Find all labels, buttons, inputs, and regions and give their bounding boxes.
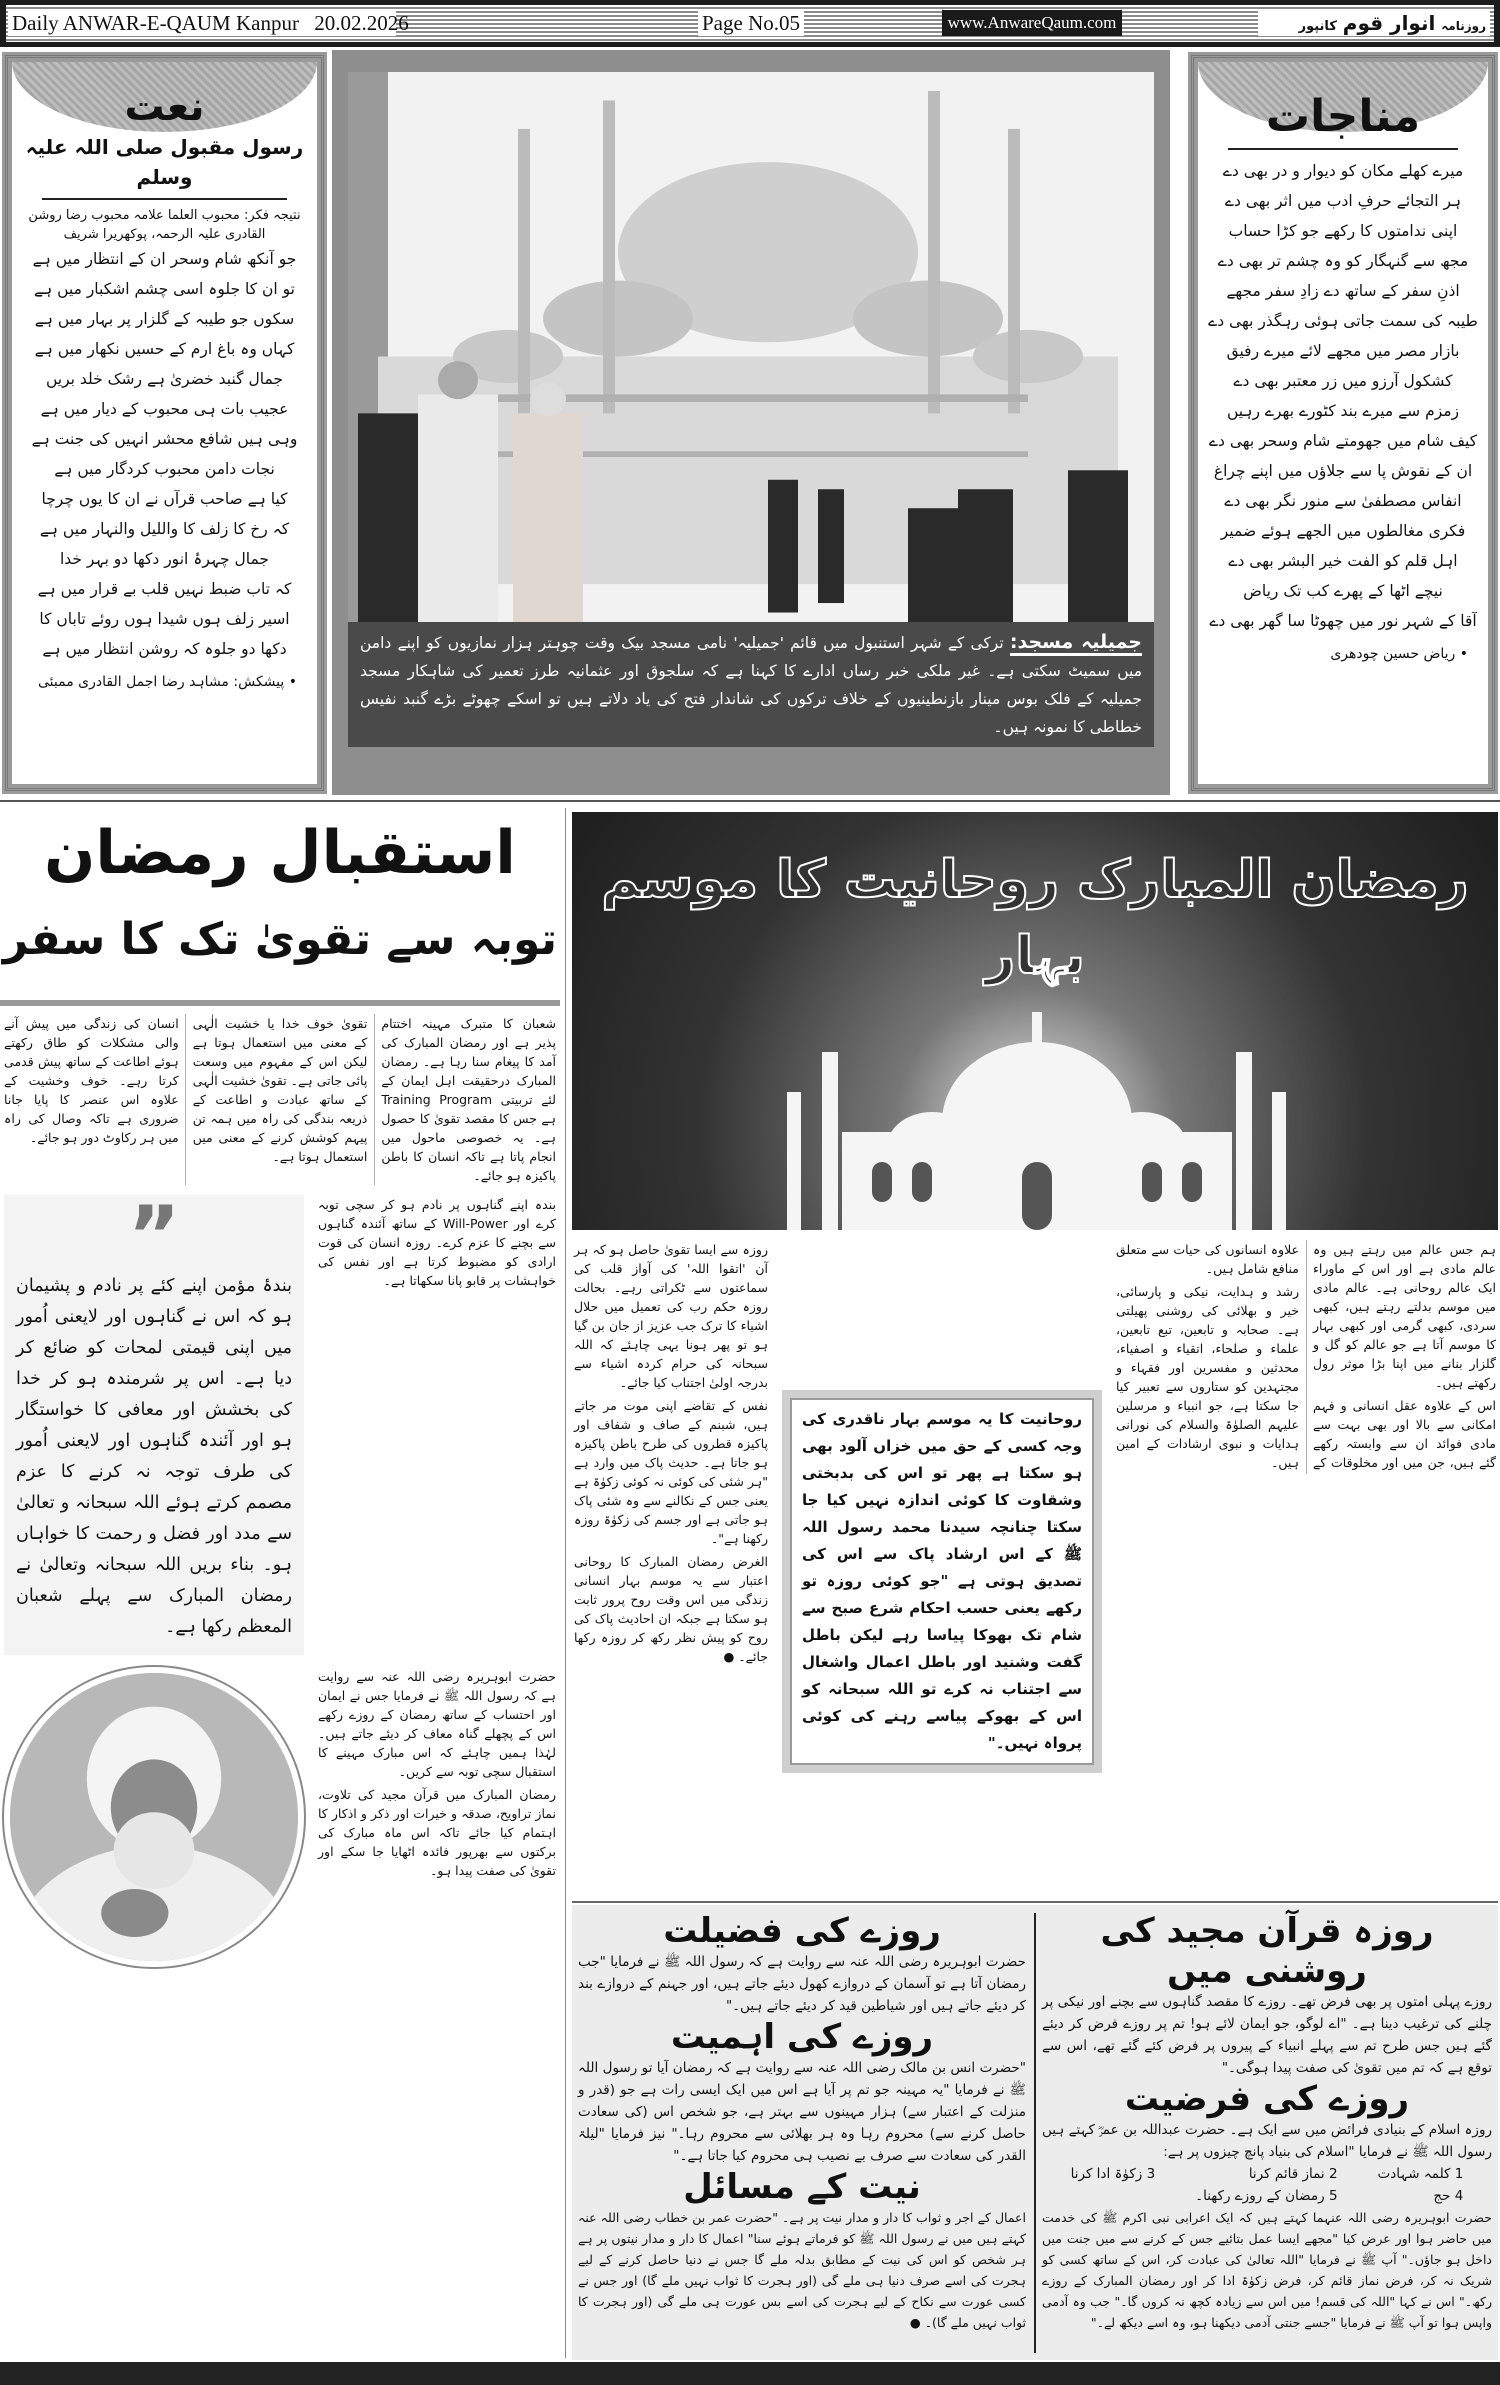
verse-line: آقا کے شہر نور میں چھوٹا سا گھر بھی دے <box>1209 612 1477 630</box>
mosque-photo <box>348 72 1154 622</box>
verse-line: اسیر زلف ہوں شیدا ہوں روئے تاباں کا <box>39 610 290 628</box>
section-divider <box>0 800 1500 802</box>
pillar-item: 1 کلمہ شہادت <box>1377 2166 1464 2182</box>
mosque-silhouette-icon <box>572 962 1498 1230</box>
naat-box <box>2 52 327 794</box>
pull-quote-text: بندۂ مؤمن اپنے کئے پر نادم و پشیمان ہو کہ اس نے گناہوں اور لایعنی اُمور میں اپنی قیمتی لمحات کو ضائع کر دیا ہے۔ اس پر شرمندہ ہو کر خدا کی بخشش اور معافی کا خواستگار ہو اور آئندہ گناہوں اور لایعنی اُمور کی طرف توجہ نہ کرنے کا عزم مصمم کرتے ہوئے اللہ سبحانہ و تعالیٰ سے مدد اور فضل و رحمت کا خواہاں ہو۔ بناء بریں اللہ سبحانہ وتعالیٰ نے رمضان المبارک سے پہلے شعبان المعظم رکھا ہے۔ <box>16 1276 292 1637</box>
verse-line: جمال گنبد خضریٰ ہے رشک خلد بریں <box>45 370 283 388</box>
paragraph: تقویٰ خوف خدا یا خشیت الٰہی کے معنی میں استعمال ہوتا ہے لیکن اس کے مفہوم میں وسعت پائی جاتی ہے۔ تقویٰ خشیت الٰہی کے ساتھ عبادت و اطاعت کے ذریعہ بندگی کی راہ میں ہمہ تن پیہم کوشش کرنے کے معنی میں استعمال ہوتا ہے۔ <box>192 1016 368 1164</box>
quote-mark-icon: ” <box>127 1189 181 1282</box>
caption-label: جمیلیہ مسجد: <box>1010 631 1142 656</box>
mosque-image <box>348 72 1154 622</box>
right-article-column <box>574 1240 768 1670</box>
verse-line: نیچے اٹھا کے پھرے کب تک ریاض <box>1243 582 1443 600</box>
highlight-box <box>782 1390 1102 1773</box>
paragraph: بندہ اپنے گناہوں پر نادم ہو کر سچی توبہ کرے اور Will-Power کے ساتھ آئندہ گناہوں سے بچنے کا عزم کرے۔ روزہ انسان کی قوت ارادی کو مضبوط کرتا ہے اور نفس کی خواہشات پر قابو پانا سکھاتا ہے۔ <box>318 1197 556 1288</box>
divider <box>42 198 287 200</box>
pillar-item: 2 نماز قائم کرنا <box>1248 2166 1338 2182</box>
masthead-urdu <box>1258 10 1490 36</box>
paragraph: حضرت ابوہریرہ رضی اللہ عنہ سے روایت ہے کہ رسول اللہ ﷺ نے فرمایا جس نے ایمان اور احتساب کے ساتھ رمضان کے روزے رکھے اس کے پچھلے گناہ معاف کر دیئے جاتے ہیں۔ لہٰذا ہمیں چاہئے کہ اس مبارک مہینے کا استقبال سچی توبہ سے کریں۔ <box>318 1669 556 1779</box>
pillar-item: 3 زکوٰۃ ادا کرنا <box>1070 2166 1156 2182</box>
elder-photo <box>4 1667 304 1967</box>
box-divider <box>1034 1913 1036 2353</box>
left-article-column <box>318 1667 556 1884</box>
verse-line: اہل قلم کو الفت خیر البشر بھی دے <box>1228 552 1458 570</box>
paragraph: اس کے علاوہ عقل انسانی و فہم امکانی سے بالا اور بھی بہت سے مادی فوائد ان سے وابستہ رکھے گئے ہیں، جن میں اور مخلوقات کے علاوہ انسانوں کی حیات سے متعلق منافع شامل ہیں۔ <box>1116 1242 1496 1470</box>
pillar-item: 5 رمضان کے روزے رکھنا۔ <box>1195 2188 1338 2204</box>
verse-line: جمال چہرۂ انور دکھا دو بہر خدا <box>59 550 269 568</box>
verse-line: طیبہ کی سمت جاتی ہوئی رہگذر بھی دے <box>1208 312 1478 330</box>
naat-subtitle: رسول مقبول صلی اللہ علیہ وسلم <box>25 135 304 189</box>
verse-line: مجھ سے گنہگار کو وہ چشم تر بھی دے <box>1217 252 1469 270</box>
photo-caption <box>348 622 1154 747</box>
verse-line: عجیب بات ہی محبوب کے دیار میں ہے <box>40 400 289 418</box>
box-niyat-title: نیت کے مسائل <box>683 2167 921 2207</box>
box-farziyat-text: روزہ اسلام کے بنیادی فرائض میں سے ایک ہے۔ حضرت عبداللہ بن عمرؓ کہتے ہیں رسول اللہ ﷺ نے فرمایا "اسلام کی بنیاد پانچ چیزوں پر ہے: <box>1042 2122 1492 2160</box>
paragraph: انسان کی زندگی میں پیش آنے والی مشکلات کو طاق رکھتے ہوئے اطاعت کے ساتھ پیش قدمی کرتا رہے۔ خوف وخشیت کے علاوہ اس عنصر کا پایا جانا ضروری ہے تاکہ وصال کی راہ میں ہر رکاوٹ دور ہو جائے۔ <box>4 1016 179 1145</box>
naat-verses <box>12 244 317 664</box>
pull-quote-row <box>4 1189 556 1655</box>
verse-line: ہر التجائے حرفِ ادب میں اثر بھی دے <box>1224 192 1462 210</box>
masthead <box>0 0 1500 47</box>
photo-row <box>4 1667 556 1967</box>
verse-line: کشکول آرزو میں زر معتبر بھی دے <box>1233 372 1453 390</box>
box-farziyat-hadith: حضرت ابوہریرہ رضی اللہ عنہما کہتے ہیں کہ ایک اعرابی نبی اکرم ﷺ کی خدمت میں حاضر ہوا اور عرض کیا "مجھے ایسا عمل بتائیے جس کے کرنے سے میں جنت میں داخل ہو جاؤں۔" آپ ﷺ نے فرمایا "اللہ تعالیٰ کی عبادت کر، اس کے ساتھ کسی کو شریک نہ کر، فرض نماز قائم کر، فرض زکوٰۃ ادا کر اور رمضان المبارک کے روزے رکھ۔" اس نے کہا "اللہ کی قسم! میں اس سے زیادہ کچھ نہ کروں گا۔" جب وہ آدمی واپس ہوا تو آپ ﷺ نے فرمایا "جسے جنتی آدمی دیکھنا ہو، وہ اسے دیکھ لے۔" <box>1042 2210 1492 2330</box>
munajat-credit: • ریاض حسین چودھری <box>1330 646 1468 662</box>
pillar-item: 4 حج <box>1433 2188 1464 2204</box>
left-article-body <box>4 1014 556 1967</box>
naat-credit: • پیشکش: مشاہد رضا اجمل القادری ممبئی <box>38 674 297 690</box>
verse-line: جو آنکھ شام وسحر ان کے انتظار میں ہے <box>32 250 297 268</box>
box-ahmiyat-text: "حضرت انس بن مالک رضی اللہ عنہ سے روایت ہے کہ رمضان آیا تو رسول اللہ ﷺ نے فرمایا "یہ مہینہ جو تم پر آیا ہے اس میں ایک ایسی رات ہے جو (قدر و منزلت کے اعتبار سے) ہزار مہینوں سے بہتر ہے، جو شخص اس (کی سعادت حاصل کرنے سے) محروم رہا وہ ہر بھلائی سے محروم رہا۔" نیز فرمایا "لیلۃ القدر کی سعادت سے صرف بے نصیب ہی محروم کیا جاتا ہے۔" <box>578 2060 1026 2164</box>
verse-line: میرے کھلے مکان کو دیوار و در بھی دے <box>1222 162 1464 180</box>
divider <box>1228 148 1458 150</box>
pull-quote <box>4 1189 304 1655</box>
photo-panel <box>332 50 1170 795</box>
verse-line: کہ تاب ضبط نہیں قلب بے قرار میں ہے <box>37 580 292 598</box>
masthead-city: کانپور <box>1298 19 1337 34</box>
verse-line: کیف شام میں جھومتے شام وسحر بھی دے <box>1208 432 1478 450</box>
left-article-headline <box>0 808 560 998</box>
box-fazilat-text: حضرت ابوہریرہ رضی اللہ عنہ سے روایت ہے کہ رسول اللہ ﷺ نے فرمایا "جب رمضان آتا ہے تو آسمان کے دروازے کھول دیئے جاتے ہیں، اور جہنم کے دروازے بند کر دیئے جاتے ہیں اور شیاطین قید کر دیئے جاتے ہیں۔" <box>578 1954 1026 2014</box>
box-niyat-text: اعمال کے اجر و ثواب کا دار و مدار نیت پر ہے۔ "حضرت عمر بن خطاب رضی اللہ عنہ کہتے ہیں میں نے رسول اللہ ﷺ کو فرماتے ہوئے سنا" اعمال کا دار و مدار نیتوں پر ہے ہر شخص کو اس کی نیت کے مطابق بدلہ ملے گا جس نے دنیا حاصل کرنے کے لیے ہجرت کی اسے صرف دنیا ہی ملے گی (اور ہجرت کا ثواب نہیں ملے گا) اور جس نے کسی عورت سے نکاح کے لیے ہجرت کی اسے بس عورت ہی ملے گی (اور ہجرت کا ثواب نہیں ملے گا)۔ ● <box>578 2210 1026 2330</box>
right-article-columns <box>1116 1240 1496 1474</box>
headline-line-2: توبہ سے تقویٰ تک کا سفر <box>2 914 558 965</box>
box-quran <box>1042 1911 1492 2333</box>
box-fazilat <box>578 1911 1026 2333</box>
masthead-left <box>8 10 409 36</box>
naat-author: نتیجہ فکر: محبوب العلما علامہ محبوب رضا روشن القادری علیہ الرحمہ، پوکھریرا شریف <box>28 208 301 242</box>
page-number: Page No.05 <box>698 10 804 36</box>
verse-line: بازار مصر میں مجھے لائے میرے رفیق <box>1226 342 1460 360</box>
munajat-title: مناجات <box>1265 91 1421 142</box>
munajat-box <box>1188 52 1498 794</box>
paragraph: رشد و ہدایت، نیکی و پارسائی، خیر و بھلائی کی روشنی پھیلتی ہے۔ صحابہ و تابعین، تبع تابعین، علماء و صلحاء، اتقیاء و اصفیاء، محدثین و مفسرین اور فقہاء و مجتہدین کو ستاروں سے تعبیر کیا جا سکتا ہے، جو انبیاء و مرسلین علیہم الصلوٰۃ والسلام کی نورانی ہدایات و نبوی ارشادات کے امین ہیں۔ <box>1116 1284 1299 1470</box>
fasting-boxes <box>572 1905 1498 2360</box>
verse-line: وہی ہیں شافع محشر انہیں کی جنت ہے <box>31 430 298 448</box>
verse-line: کیا ہے صاحب قرآں نے ان کا یوں چرچا <box>41 490 288 508</box>
paragraph: نفس کے تقاضے اپنی موت مر جاتے ہیں، شبنم کے صاف و شفاف اور پاکیزہ قطروں کی طرح باطن پاکیزہ ہو جاتا ہے۔ حدیث پاک میں وارد ہے "ہر شئی کی کوئی نہ کوئی زکوٰۃ ہے یعنی جس کے نکالنے سے وہ شئی پاک ہو جاتی ہے اور جسم کی زکوٰۃ روزہ رکھنا ہے"۔ <box>574 1398 768 1546</box>
issue-date: 20.02.2026 <box>314 11 409 35</box>
verse-line: فکری مغالطوں میں الجھے ہوئے ضمیر <box>1220 522 1466 540</box>
paragraph: روزہ سے ایسا تقویٰ حاصل ہو کہ ہر آن 'اتقوا اللہ' کی آواز قلب کی سماعتوں سے ٹکراتی رہے۔ بحالت روزہ حکم رب کی تعمیل میں حلال اشیاء کا ترک جب عزیز از جان بن گیا ہو تو پھر ہونا یہی چاہئے کہ اللہ سبحانہ کی حرام کردہ اشیاء سے بدرجہ اولیٰ اجتناب کیا جائے۔ <box>574 1242 768 1390</box>
box-farziyat-title: روزے کی فرضیت <box>1124 2079 1410 2119</box>
box-fazilat-title: روزے کی فضیلت <box>663 1911 941 1951</box>
verse-line: اپنی ندامتوں کا رکھے جو کڑا حساب <box>1228 222 1458 240</box>
caption-text: ترکی کے شہر استنبول میں قائم 'جمیلیہ' نامی مسجد بیک وقت چوہتر ہزار نمازیوں کو اپنے دامن میں سمیٹ سکتی ہے۔ غیر ملکی خبر رساں ادارے کا کہنا ہے کہ سلجوق اور عثمانیہ طرز تعمیر کی شاہکار مسجد جمیلیہ کے فلک بوس مینار بازنطینیوں کے خلاف ترکوں کی شاندار فتح کی یاد دلاتے ہیں تو اسکے چھوٹے بڑے گنبد نفیس خطاطی کا نمونہ ہیں۔ <box>360 634 1142 736</box>
headline-bar <box>0 1000 560 1006</box>
left-article-columns <box>4 1014 556 1185</box>
banner-headline: رمضان المبارک روحانیت کا موسم بہار <box>601 850 1469 986</box>
box-quran-title: روزہ قرآن مجید کی روشنی میں <box>1100 1911 1434 1991</box>
munajat-verses <box>1198 156 1488 636</box>
verse-line: ان کے نقوش پا سے جلاؤں میں اپنے چراغ <box>1213 462 1473 480</box>
verse-line: زمزم سے میرے بند کٹورے بھرے رہیں <box>1226 402 1460 420</box>
naat-title: نعت <box>124 84 205 130</box>
paragraph: ہم جس عالم میں رہتے ہیں وہ عالم مادی ہے اور اس کے ماوراء ایک عالم روحانی ہے۔ عالم مادی میں موسم بدلتے رہتے ہیں، کبھی سردی، کبھی گرمی اور کبھی بہار کا موسم آتا ہے جو عالم کو گل و گلزار بنانے میں اپنا بڑا موثر رول رکھتے ہیں۔ <box>1313 1242 1496 1390</box>
box-quran-text: روزے پہلی امتوں پر بھی فرض تھے۔ روزے کا مقصد گناہوں سے بچنے اور نیکی پر چلنے کی ترغیب دینا ہے۔ "اے لوگو، جو ایمان لائے ہو! تم پر روزے فرض کر دیئے گئے ہیں جس طرح تم سے پہلے انبیاء کے پیروں پر فرض کئے گئے تھے، اس سے توقع ہے کہ تم میں تقویٰ کی صفت پیدا ہوگی۔" <box>1042 1994 1492 2076</box>
verse-line: سکوں جو طیبہ کے گلزار پر بہار میں ہے <box>34 310 295 328</box>
verse-line: کہ رخ کا زلف کا واللیل والنہار میں ہے <box>39 520 290 538</box>
verse-line: دکھا دو جلوہ کہ روشن انتظار میں ہے <box>42 640 287 658</box>
paragraph: الغرض رمضان المبارک کا روحانی اعتبار سے یہ موسم بہار انسانی زندگی میں اس وقت روح پرور ثابت ہو سکتا ہے جبکہ ان احادیث پاک کی روح کو پیش نظر رکھ کر روزہ رکھا جائے۔ ● <box>574 1554 768 1664</box>
paper-name-en: Daily ANWAR-E-QAUM Kanpur <box>12 11 299 35</box>
right-article-body <box>574 1240 1496 1773</box>
paragraph: رمضان المبارک میں قرآن مجید کی تلاوت، نماز تراویح، صدقہ و خیرات اور ذکر و اذکار کا اہتمام کیا جائے تاکہ اس ماہ مبارک کی برکتوں سے بھرپور فائدہ اٹھایا جا سکے اور تقویٰ کی صفت پیدا ہو۔ <box>318 1787 556 1878</box>
praying-man-image <box>10 1673 298 1961</box>
section-divider <box>572 1901 1498 1903</box>
highlight-box-text: روحانیت کا یہ موسم بہار ناقدری کی وجہ کسی کے حق میں خزاں آلود بھی ہو سکتا ہے پھر تو اس کی بدبختی وشقاوت کا کوئی اندازہ نہیں کیا جا سکتا چنانچہ سیدنا محمد رسول اللہ ﷺ کے اس ارشاد پاک سے اس کی تصدیق ہوتی ہے "جو کوئی روزہ تو رکھے یعنی حسب احکام شرع صبح سے شام تک بھوکا پیاسا رہے لیکن باطل گفت وشنید اور باطل اعمال واشغال سے اجتناب نہ کرے تو اللہ سبحانہ کو اس کے بھوکے پیاسے رہنے کی کوئی پرواہ نہیں۔" <box>802 1410 1082 1752</box>
masthead-prefix: روزنامہ <box>1441 19 1486 33</box>
masthead-name: انوار قوم <box>1342 11 1436 35</box>
verse-line: انفاس مصطفیٰ سے منور نگر بھی دے <box>1224 492 1462 510</box>
paragraph: شعبان کا متبرک مہینہ اختتام پذیر ہے اور رمضان المبارک کی آمد کا پیغام سنا رہا ہے۔ رمضان المبارک درحقیقت اہل ایمان کے لئے تربیتی Training Program ہے جس کا مقصد تقویٰ کا حصول ہے۔ یہ خصوصی ماحول میں انجام پاتا ہے تاکہ انسان کا باطن پاکیزہ ہو جائے۔ <box>381 1016 556 1183</box>
footer-bar <box>0 2362 1500 2385</box>
headline-line-1: استقبال رمضان <box>44 818 516 888</box>
verse-line: کہاں وہ باغ ارم کے حسیں نکھار میں ہے <box>34 340 295 358</box>
pillars-list <box>1042 2163 1492 2207</box>
verse-line: تو ان کا جلوہ اسی چشم اشکبار میں ہے <box>34 280 295 298</box>
ramadan-banner <box>572 812 1498 1230</box>
left-article-column <box>318 1195 556 1294</box>
verse-line: نجات دامن محبوب کردگار میں ہے <box>54 460 275 478</box>
box-ahmiyat-title: روزے کی اہمیت <box>670 2017 934 2057</box>
verse-line: اذنِ سفر کے ساتھ دے زادِ سفر مجھے <box>1226 282 1460 300</box>
column-divider <box>565 808 566 2358</box>
website-link[interactable]: www.AnwareQaum.com <box>942 10 1122 36</box>
